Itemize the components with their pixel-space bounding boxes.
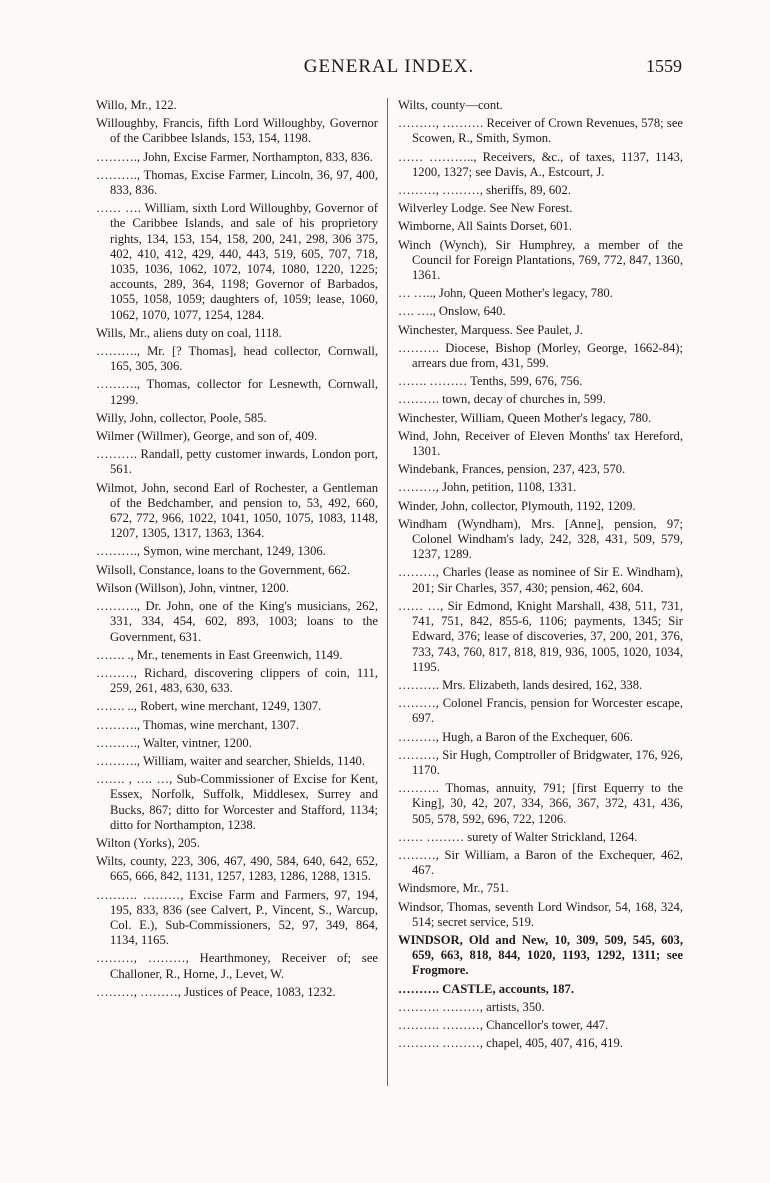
index-entry: Wilson (Willson), John, vintner, 1200. [96,580,289,595]
index-entry: ………. Randall, petty customer inwards, London port, 561. [96,447,378,477]
index-entry: …. …., Onslow, 640. [398,304,506,319]
index-entry: Windsmore, Mr., 751. [398,881,509,896]
page-header [96,56,682,82]
index-entry: ………, ………. Receiver of Crown Revenues, 578; see Scowen, R., Smith, Symon. [398,116,683,146]
index-entry: ………, ………, Hearthmoney, Receiver of; see Challoner, R., Horne, J., Levet, W. [96,951,378,981]
index-entry: ………. ………, Excise Farm and Farmers, 97, 194, 195, 833, 836 (see Calvert, P., Vincent, S., Warcup, Col. E.), Sub-Commissioners, 52, 97, 349, 864, 1134, 1165. [96,887,378,948]
left-column [96,98,378,1003]
index-entry: ………., Thomas, wine merchant, 1307. [96,717,299,732]
index-entry: ………., Symon, wine merchant, 1249, 1306. [96,544,326,559]
index-entry: ……. , …. …, Sub-Commissioner of Excise for Kent, Essex, Norfolk, Suffolk, Middlesex, Surrey and Bucks, 867; ditto for Worcester and Stafford, 1134; ditto for Northampton, 1238. [96,772,378,832]
index-entry: ………., Thomas, collector for Lesnewth, Cornwall, 1299. [96,377,378,407]
index-entry: ………., John, Excise Farmer, Northampton, 833, 836. [96,149,373,164]
index-entry: Wilton (Yorks), 205. [96,835,200,850]
index-entry: ……. ., Mr., tenements in East Greenwich, 1149. [96,647,343,662]
index-entry: ………., Walter, vintner, 1200. [96,735,252,750]
index-entry: ………., Thomas, Excise Farmer, Lincoln, 36, 97, 400, 833, 836. [96,167,378,198]
index-entry: Wills, Mr., aliens duty on coal, 1118. [96,325,282,340]
index-entry: ………. CASTLE, accounts, 187. [398,981,574,996]
index-entry: Wimborne, All Saints Dorset, 601. [398,219,573,234]
index-entry: ………. town, decay of churches in, 599. [398,392,606,407]
index-entry: ………, Sir Hugh, Comptroller of Bridgwater, 176, 926, 1170. [398,747,683,777]
index-entry: …… ……… surety of Walter Strickland, 1264. [398,829,638,844]
index-entry: ……. .., Robert, wine merchant, 1249, 1307. [96,699,322,714]
index-entry: Wilmer (Willmer), George, and son of, 409. [96,429,318,444]
index-entry: …… …. William, sixth Lord Willoughby, Governor of the Caribbee Islands, and sale of his proprietory rights, 134, 153, 154, 158, 200, 241, 298, 306 375, 402, 410, 412, 429, 440, 443, 519, 605, 707, 718, 1035, 1036, 1062, 1072, 1074, 1080, 1220, 1225; accounts, 289, 364, 1198; Governor of Barbados, 1055, 1058, 1059; daughters of, 1059; lease, 1060, 1062, 1070, 1077, 1254, 1284. [96,201,378,322]
index-entry: Windham (Wyndham), Mrs. [Anne], pension, 97; Colonel Windham's lady, 242, 328, 431, 509, 579, 1237, 1289. [398,516,683,562]
index-entry: ………, Hugh, a Baron of the Exchequer, 606. [398,729,633,744]
index-entry: ……. ……… Tenths, 599, 676, 756. [398,374,583,389]
index-entry: ………, Sir William, a Baron of the Exchequer, 462, 467. [398,847,683,878]
index-entry: WINDSOR, Old and New, 10, 309, 509, 545, 603, 659, 663, 818, 844, 1020, 1193, 1292, 1311; see Frogmore. [398,932,683,978]
index-entry: ………, John, petition, 1108, 1331. [398,480,577,495]
index-entry: … ….., John, Queen Mother's legacy, 780. [398,286,613,301]
index-entry: Wilmot, John, second Earl of Rochester, a Gentleman of the Bedchamber, and pension to, 53, 492, 660, 672, 772, 966, 1022, 1041, 1050, 1075, 1083, 1148, 1207, 1305, 1317, 1363, 1364. [96,480,378,541]
index-entry: ………, ………, sheriffs, 89, 602. [398,183,571,198]
index-entry: ………. ………, artists, 350. [398,999,545,1014]
index-entry: Windebank, Frances, pension, 237, 423, 570. [398,462,626,477]
index-entry: Wilsoll, Constance, loans to the Government, 662. [96,562,351,577]
index-entry: ………, Colonel Francis, pension for Worcester escape, 697. [398,696,683,726]
index-entry: ………. Diocese, Bishop (Morley, George, 1662-84); arrears due from, 431, 599. [398,340,683,371]
index-entry: Wilverley Lodge. See New Forest. [398,201,573,216]
index-entry: ………., Mr. [? Thomas], head collector, Cornwall, 165, 305, 306. [96,344,378,374]
index-entry: ………, Richard, discovering clippers of coin, 111, 259, 261, 483, 630, 633. [96,665,378,696]
index-entry: ………, Charles (lease as nominee of Sir E. Windham), 201; Sir Charles, 357, 430; pension, 462, 604. [398,565,683,595]
index-entry: ………. Mrs. Elizabeth, lands desired, 162, 338. [398,677,643,692]
index-entry: …… …, Sir Edmond, Knight Marshall, 438, 511, 731, 741, 751, 842, 855-6, 1106; payments, 1345; Sir Edward, 376; lease of discoveries, 37, 200, 201, 376, 733, 743, 760, 817, 818, 819, 936, 1005, 1020, 1034, 1195. [398,598,683,674]
running-title: GENERAL INDEX. [303,56,475,77]
index-entry: ………. Thomas, annuity, 791; [first Equerry to the King], 30, 42, 207, 334, 366, 367, 372, 431, 436, 505, 578, 592, 696, 722, 1206. [398,781,683,826]
index-entry: ………., William, waiter and searcher, Shields, 1140. [96,753,365,768]
index-entry: …… ……….., Receivers, &c., of taxes, 1137, 1143, 1200, 1327; see Davis, A., Estcourt, J. [398,149,683,179]
column-divider [387,98,388,1086]
index-entry: Wilts, county—cont. [398,98,503,112]
index-entry: ………. ………, chapel, 405, 407, 416, 419. [398,1036,623,1051]
page-number: 1559 [646,56,682,76]
index-entry: Willo, Mr., 122. [96,98,177,112]
index-entry: ………., Dr. John, one of the King's musicians, 262, 331, 334, 454, 602, 893, 1003; loans to the Government, 631. [96,599,378,644]
index-entry: ………, ………, Justices of Peace, 1083, 1232. [96,984,336,999]
right-column [398,98,683,1054]
index-entry: ………. ………, Chancellor's tower, 447. [398,1017,609,1032]
index-entry: Willy, John, collector, Poole, 585. [96,410,267,425]
index-entry: Winchester, William, Queen Mother's legacy, 780. [398,410,652,425]
index-entry: Winchester, Marquess. See Paulet, J. [398,322,584,337]
index-entry: Willoughby, Francis, fifth Lord Willoughby, Governor of the Caribbee Islands, 153, 154, 1198. [96,116,378,146]
index-entry: Winder, John, collector, Plymouth, 1192, 1209. [398,498,636,513]
index-entry: Winch (Wynch), Sir Humphrey, a member of the Council for Foreign Plantations, 769, 772, 847, 1360, 1361. [398,237,683,283]
index-entry: Wilts, county, 223, 306, 467, 490, 584, 640, 642, 652, 665, 666, 842, 1131, 1257, 1283, 1286, 1288, 1315. [96,854,378,884]
index-entry: Wind, John, Receiver of Eleven Months' tax Hereford, 1301. [398,428,683,459]
index-entry: Windsor, Thomas, seventh Lord Windsor, 54, 168, 324, 514; secret service, 519. [398,899,683,929]
